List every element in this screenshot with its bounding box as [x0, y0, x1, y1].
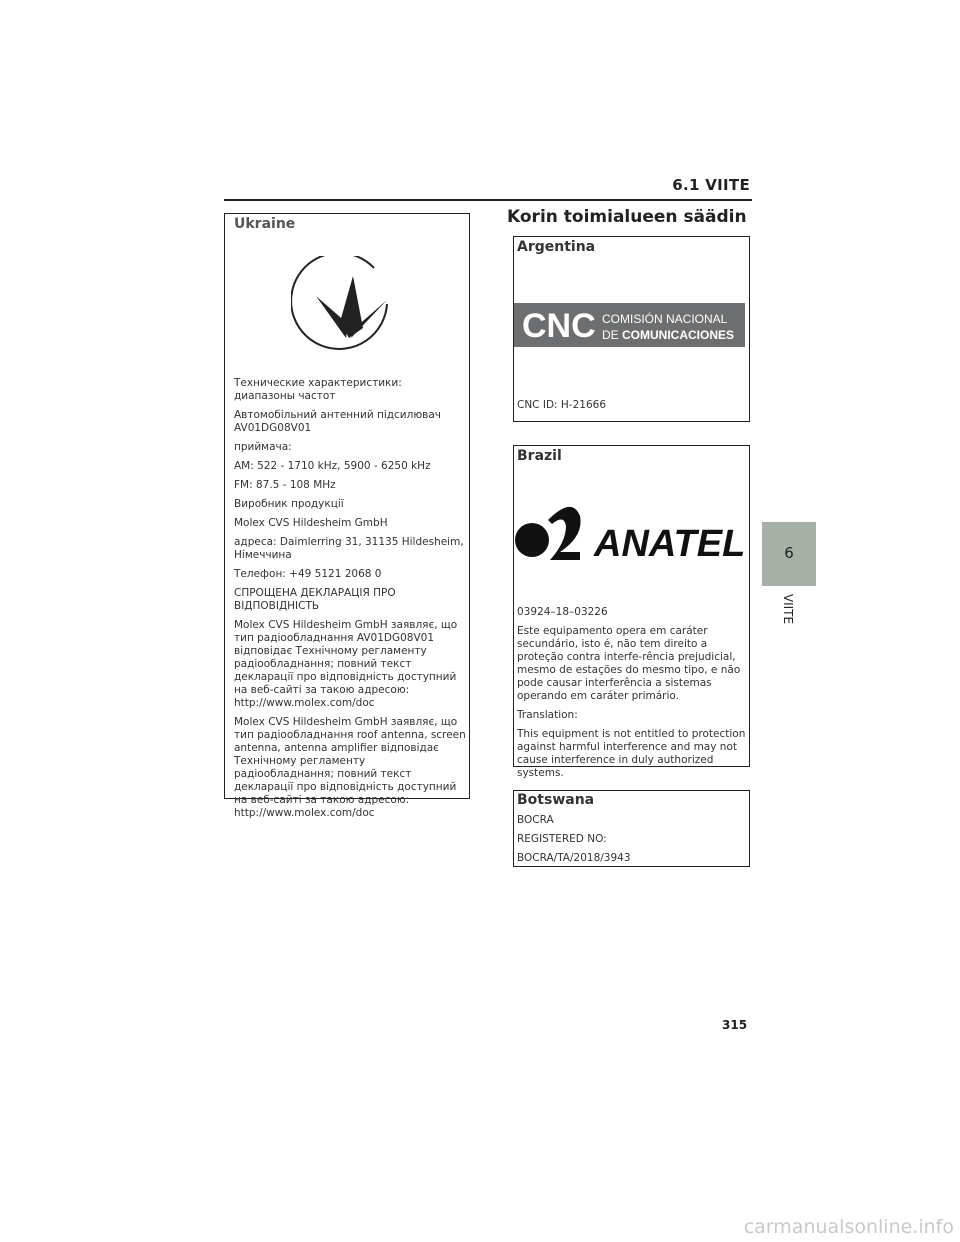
- cnc-logo-line2-prefix: DE: [602, 328, 623, 342]
- ukraine-paragraph: Телефон: +49 5121 2068 0: [234, 568, 382, 580]
- chapter-tab-label: [763, 588, 815, 628]
- ukraine-paragraph: адреса: Daimlerring 31, 31135 Hildesheim, Німеччина: [234, 536, 464, 561]
- argentina-box: [513, 236, 750, 422]
- ukraine-paragraph: AM: 522 - 1710 kHz, 5900 - 6250 kHz: [234, 460, 431, 472]
- cnc-logo-mark: CNC: [522, 307, 596, 345]
- cnc-logo-line1: COMISIÓN NACIONAL: [602, 312, 728, 326]
- chapter-tab-number: 6: [784, 544, 794, 562]
- argentina-title: Argentina: [517, 239, 596, 255]
- ukraine-paragraph: FM: 87.5 - 108 MHz: [234, 479, 336, 491]
- ukraine-paragraph: Molex CVS Hildesheim GmbH заявляє, що тип радіообладнання roof antenna, screen antenna, antenna amplifier відповідає Технічному регламенту радіообладнання; повний текст декларації про відповідність доступний на веб-сайті за такою адресою: http://www.molex.com/doc: [234, 716, 466, 819]
- ukraine-paragraph: СПРОЩЕНА ДЕКЛАРАЦІЯ ПРО ВІДПОВІДНІСТЬ: [234, 587, 396, 612]
- header-rule: [224, 199, 752, 201]
- cnc-logo-icon: [514, 303, 745, 347]
- ukraine-paragraph: Molex CVS Hildesheim GmbH заявляє, що тип радіообладнання AV01DG08V01 відповідає Технічному регламенту радіообладнання; повний текст декларації про відповідність доступний на веб-сайті за такою адресою: http://www.molex.com/doc: [234, 619, 458, 709]
- chapter-tab[interactable]: [762, 522, 816, 586]
- ukraine-paragraph: Технические характеристики: диапазоны частот: [234, 377, 402, 402]
- brazil-paragraph: Este equipamento opera em caráter secundário, isto é, não tem direito a proteção contra interfe-rência prejudicial, mesmo de estações do mesmo tipo, e não pode causar interferência a sistemas operando em caráter primário.: [517, 625, 741, 702]
- ukraine-text: [234, 377, 466, 826]
- cnc-id: CNC ID: H-21666: [517, 399, 606, 411]
- ukraine-ua-mark-icon: [291, 256, 395, 364]
- brazil-paragraph: This equipment is not entitled to protection against harmful interference and may not cause interference in duly authorized systems.: [517, 728, 746, 779]
- ukraine-paragraph: Автомобільний антенний підсилювач AV01DG08V01: [234, 409, 442, 434]
- cnc-logo-line2: [602, 328, 734, 342]
- botswana-paragraph: BOCRA/TA/2018/3943: [517, 852, 631, 864]
- ukraine-box: [224, 213, 470, 819]
- chapter-tab-label-text: VIITE: [781, 593, 796, 625]
- anatel-logo-text: ANATEL: [594, 523, 746, 565]
- page-header-title: 6.1 VIITE: [672, 176, 750, 194]
- section-heading: Korin toimialueen säädin: [507, 207, 747, 227]
- ukraine-title: Ukraine: [234, 216, 296, 232]
- botswana-box: [513, 790, 750, 867]
- botswana-text: [517, 814, 747, 871]
- brazil-text: [517, 606, 747, 786]
- brazil-title: Brazil: [517, 448, 562, 464]
- ukraine-paragraph: Molex CVS Hildesheim GmbH: [234, 517, 388, 529]
- botswana-title: Botswana: [517, 792, 595, 808]
- brazil-paragraph: 03924–18–03226: [517, 606, 608, 618]
- botswana-paragraph: BOCRA: [517, 814, 554, 826]
- brazil-paragraph: Translation:: [517, 709, 578, 721]
- cnc-logo-line2-bold: COMUNICACIONES: [622, 328, 735, 342]
- page-number: 315: [722, 1018, 748, 1032]
- watermark: carmanualsonline.info: [743, 1216, 954, 1238]
- ukraine-paragraph: приймача:: [234, 441, 292, 453]
- botswana-paragraph: REGISTERED NO:: [517, 833, 607, 845]
- brazil-box: [513, 445, 750, 779]
- anatel-logo-icon: [514, 496, 746, 570]
- ukraine-paragraph: Виробник продукції: [234, 498, 344, 510]
